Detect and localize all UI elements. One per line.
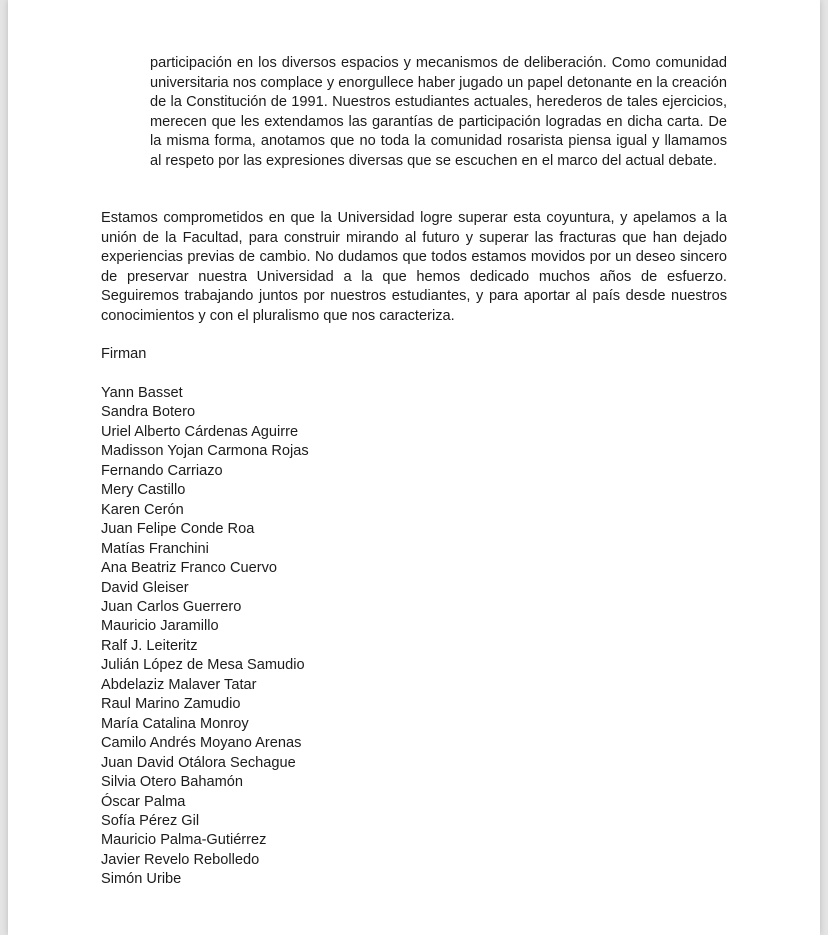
signer-name: Silvia Otero Bahamón (101, 774, 243, 791)
signer-name: Raul Marino Zamudio (101, 696, 241, 713)
signer-name: Yann Basset (101, 385, 183, 401)
closing-paragraph: Estamos comprometidos en que la Universidad logre superar esta coyuntura, y apelamos a la unión de la Facultad, para construir mirando al futuro y superar las fracturas que han dejado experiencias previas de cambio. No dudamos que todos estamos movidos por un deseo sincero de preservar nuestra Universidad a la que hemos dedicado muchos años de esfuerzo. Seguiremos trabajando juntos por nuestros estudiantes, y para aportar al país desde nuestros conocimientos y con el pluralismo que nos caracteriza. (101, 210, 727, 324)
signer-name: María Catalina Monroy (101, 715, 249, 732)
signatures-heading: Firman (101, 346, 147, 362)
signer-name: Juan Carlos Guerrero (101, 598, 242, 615)
signer-name: Camilo Andrés Moyano Arenas (101, 735, 302, 752)
signer-name: Julián López de Mesa Samudio (101, 657, 305, 674)
quoted-paragraph: participación en los diversos espacios y mecanismos de deliberación. Como comunidad universitaria nos complace y enorgullece haber jugado un papel detonante en la creación de la Constitución de 1991. Nuestros estudiantes actuales, herederos de tales ejercicios, merecen que les extendamos las garantías de participación logradas en dicha carta. De la misma forma, anotamos que no toda la comunidad rosarista piensa igual y llamamos al respeto por las expresiones diversas que se escuchen en el marco del actual debate. (150, 55, 727, 169)
signer-name: Mauricio Palma-Gutiérrez (101, 832, 267, 849)
document-page (8, 0, 820, 935)
signer-name: Javier Revelo Rebolledo (101, 851, 260, 868)
signer-name: Sofía Pérez Gil (101, 812, 200, 829)
signer-name: Sandra Botero (101, 404, 196, 421)
signer-name: Simón Uribe (101, 871, 182, 888)
signer-name: Mauricio Jaramillo (101, 618, 219, 635)
signer-name: Karen Cerón (101, 501, 184, 518)
signer-name: Ana Beatriz Franco Cuervo (101, 560, 278, 577)
signer-name: Fernando Carriazo (101, 462, 223, 479)
signer-name: Madisson Yojan Carmona Rojas (101, 443, 309, 460)
signer-name: David Gleiser (101, 579, 189, 596)
signer-name: Juan Felipe Conde Roa (101, 521, 255, 538)
signer-name: Abdelaziz Malaver Tatar (101, 676, 257, 693)
signer-name: Ralf J. Leiteritz (101, 637, 198, 654)
signer-name: Uriel Alberto Cárdenas Aguirre (101, 423, 299, 440)
signers-list (101, 384, 309, 890)
signer-name: Juan David Otálora Sechague (101, 754, 296, 771)
signer-name: Mery Castillo (101, 482, 186, 499)
signer-name: Matías Franchini (101, 540, 209, 557)
signer-name: Óscar Palma (101, 793, 186, 810)
